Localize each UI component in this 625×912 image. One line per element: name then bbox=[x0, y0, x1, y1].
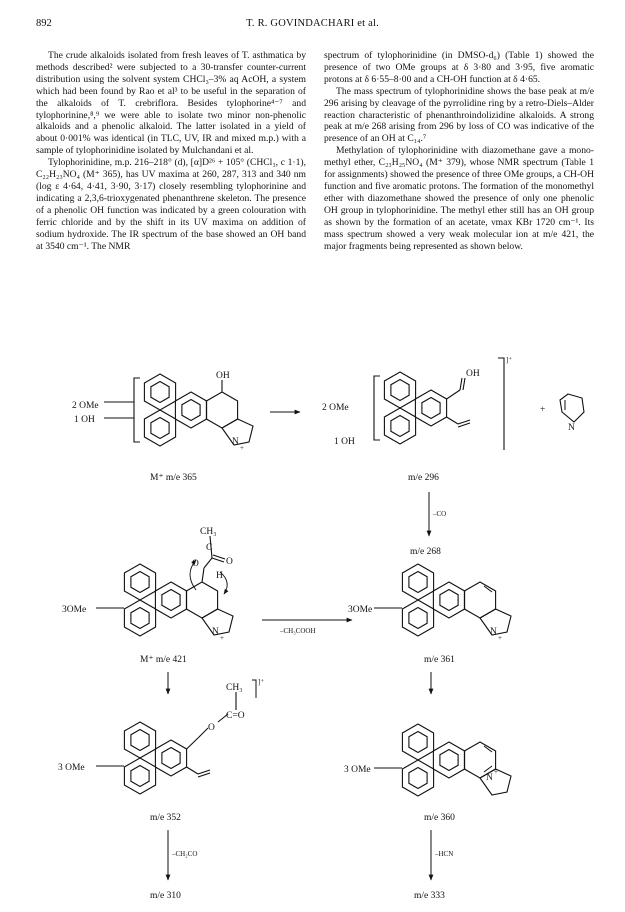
structure-fragment-360 bbox=[344, 724, 511, 823]
structure-fragment-352 bbox=[58, 678, 264, 823]
paragraph: Tylophorinidine, m.p. 216–218° (d), [α]D²⁶ + 105° (CHCl₃, c 1·1), C₂₂H₂₃NO₄ (M⁺ 365), has UV maxima at 260, 287, 313 and 340 nm (log ε 4·64, 4·41, 3·90, 3·17) closely resembling tylophorinine and indicating a 2,3,6-trioxygenated phenanthrene skeleton. The presence of a phenolic OH function was indicated by a green colouration with ferric chloride and by the shift in its UV maxima on addition of sodium hydroxide. The IR spectrum of the base showed an OH band at 3540 cm⁻¹. The NMR bbox=[36, 157, 306, 252]
page-number: 892 bbox=[36, 18, 52, 29]
structure-label: m/e 360 bbox=[424, 813, 455, 823]
fragmentation-scheme bbox=[0, 350, 625, 912]
oxygen-label: O bbox=[208, 723, 215, 733]
structure-label: M⁺ m/e 365 bbox=[150, 473, 197, 483]
structure-label: m/e 296 bbox=[408, 473, 439, 483]
structure-label: m/e 333 bbox=[414, 891, 445, 901]
carbon-label: C bbox=[206, 543, 213, 553]
structure-label: M⁺ m/e 421 bbox=[140, 655, 187, 665]
nitrogen-label: N bbox=[486, 773, 493, 783]
paragraph: spectrum of tylophorinidine (in DMSO-d₆) (Table 1) showed the presence of two OMe groups at δ 3·80 and 3·95, five aromatic protons at δ 6·55–8·00 and a CH-OH function at δ 4·65. bbox=[324, 50, 594, 85]
structure-label: m/e 361 bbox=[424, 655, 455, 665]
hydroxyl-label: OH bbox=[466, 369, 480, 379]
paragraph: The mass spectrum of tylophorinidine shows the base peak at m/e 296 arising by cleavage of the pyrrolidine ring by a retro-Diels–Alder reaction characteristic of phenanthroindolizidine alkaloids. A strong peak at m/e 268 arising from 296 by loss of CO was indicative of the presence of an OH at C₁₄.⁷ bbox=[324, 85, 594, 145]
running-title: T. R. GOVINDACHARI et al. bbox=[246, 18, 379, 29]
methyl-label: CH₃ bbox=[226, 683, 243, 693]
charge-label: + bbox=[240, 444, 244, 452]
substituent-label: 3 OMe bbox=[344, 765, 371, 775]
hydroxyl-label: OH bbox=[216, 371, 230, 381]
structure-tylophorinidine bbox=[72, 371, 253, 483]
nitrogen-label: N bbox=[490, 627, 497, 637]
nitrogen-label: N bbox=[212, 627, 219, 637]
substituent-label: 2 OMe bbox=[322, 403, 349, 413]
structure-fragment-296 bbox=[322, 356, 584, 483]
loss-label: –CO bbox=[433, 510, 447, 518]
left-column bbox=[36, 50, 306, 252]
loss-label: –CH₂CO bbox=[172, 850, 198, 858]
oxygen-label: O bbox=[226, 557, 233, 567]
carbonyl-label: C=O bbox=[226, 711, 245, 721]
substituent-label: 1 OH bbox=[334, 437, 355, 447]
radical-cation-label: ]⁺ bbox=[258, 678, 265, 686]
paragraph: The crude alkaloids isolated from fresh leaves of T. asthmatica by methods described² were subjected to a 30-transfer counter-current distribution using the solvent system CHCl₃–3% aq AcOH, a system which had been found by Rao et al³ to be useful in the separation of the alkaloids of T. crebriflora. Besides tylophorine⁴⁻⁷ and tylophorinine,⁸,⁹ we were able to isolate two minor non-phenolic alkaloids and a phenolic alkaloid. The latter isolated in a yield of about 0·001% was identical (in TLC, UV, IR and mixed m.p.) with a sample of tylophorinidine isolated by Mulchandani et al. bbox=[36, 50, 306, 157]
structure-acetate bbox=[62, 527, 233, 665]
substituent-label: 2 OMe bbox=[72, 401, 99, 411]
hydrogen-label: H bbox=[216, 571, 223, 581]
nitrogen-label: N bbox=[568, 423, 575, 433]
nitrogen-label: N bbox=[232, 437, 239, 447]
structure-label: m/e 268 bbox=[410, 547, 441, 557]
plus-sign: + bbox=[540, 405, 546, 415]
substituent-label: 3OMe bbox=[348, 605, 373, 615]
radical-cation-label: ]⁺ bbox=[506, 356, 513, 364]
charge-label: + bbox=[220, 634, 224, 642]
substituent-label: 3 OMe bbox=[58, 763, 85, 773]
body-text bbox=[36, 50, 594, 350]
structure-label: m/e 352 bbox=[150, 813, 181, 823]
charge-label: + bbox=[494, 768, 498, 776]
substituent-label: 1 OH bbox=[74, 415, 95, 425]
paragraph: Methylation of tylophorinidine with diazomethane gave a mono-methyl ether, C₂₃H₂₅NO₄ (M⁺ 379), whose NMR spectrum (Table 1 for assignments) showed the presence of three OMe groups, a CH-OH function and five aromatic protons. The formation of the monomethyl ether with diazomethane showed the presence of only one phenolic OH group in tylophorinidine. The methyl ether still has an OH group as shown by the formation of an acetate, νmax KBr 1720 cm⁻¹. Its mass spectrum showed a very weak molecular ion at m/e 421, the major fragments being represented as shown below. bbox=[324, 145, 594, 252]
structure-label: m/e 310 bbox=[150, 891, 181, 901]
running-header bbox=[36, 18, 589, 32]
substituent-label: 3OMe bbox=[62, 605, 87, 615]
structure-fragment-361 bbox=[348, 564, 511, 665]
methyl-label: CH₃ bbox=[200, 527, 217, 537]
loss-label: –HCN bbox=[435, 850, 454, 858]
charge-label: + bbox=[498, 634, 502, 642]
loss-label: –CH₃COOH bbox=[280, 627, 316, 635]
oxygen-label: O bbox=[192, 559, 199, 569]
right-column bbox=[324, 50, 594, 252]
